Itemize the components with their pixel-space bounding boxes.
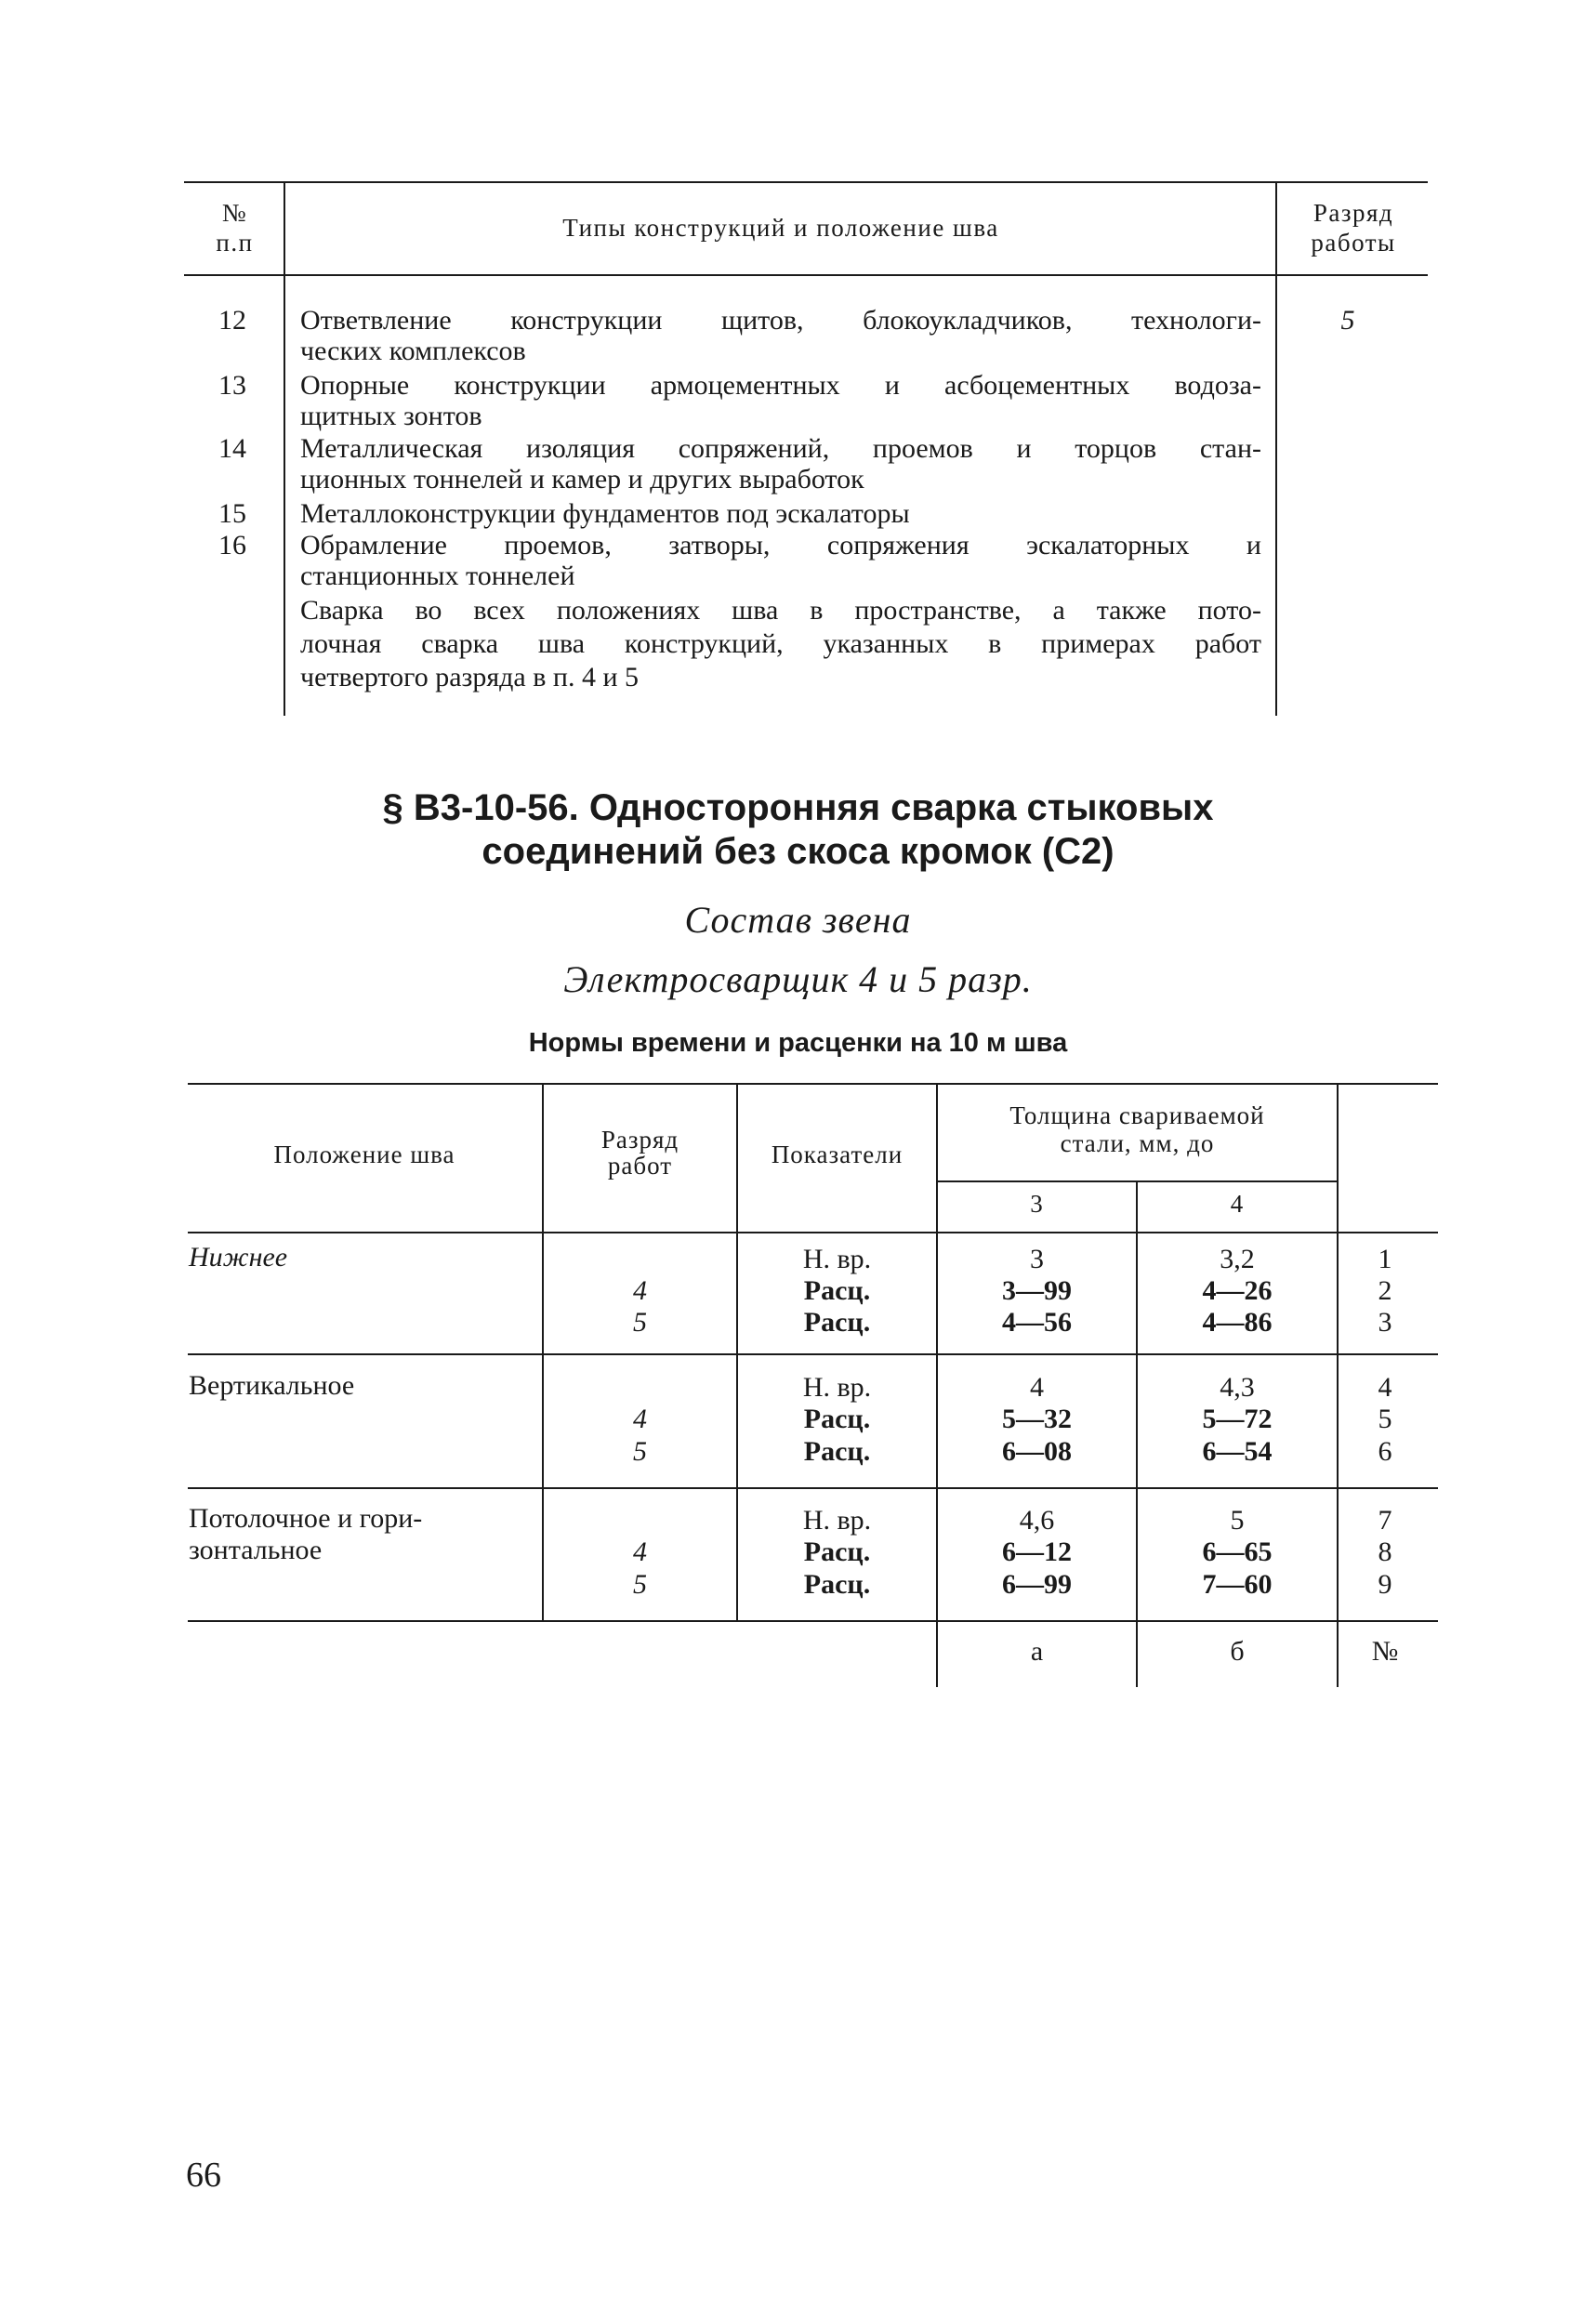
row-number: 14 [218,433,246,464]
row-index: 8 [1378,1536,1392,1567]
footer-col-a: а [1030,1636,1044,1667]
value-col4: 5 [1230,1505,1245,1536]
rule [1275,181,1277,716]
text-line: Металлоконструкции фундаментов под эскалаторы [300,498,910,529]
text-line: ционных тоннелей и камер и других выработок [300,464,864,495]
rank: 4 [633,1275,647,1306]
rule [188,1487,1438,1489]
rule [188,1620,1438,1622]
position-label: Вертикальное [189,1370,355,1401]
value-col3: 4—56 [1002,1307,1072,1338]
value-col3: 6—99 [1002,1569,1072,1600]
indicator: Н. вр. [802,1372,872,1403]
rule [284,181,285,716]
rank: 4 [633,1404,647,1434]
value-col3: 3—99 [1002,1275,1072,1306]
text-line: Ответвление конструкции щитов, блокоукладчиков, технологи- [300,305,1261,336]
text-line: Обрамление проемов, затворы, сопряжения эскалаторных и [300,530,1261,561]
rule [184,181,1428,183]
rank: 4 [633,1536,647,1567]
footer-num: № [1371,1636,1399,1667]
row-number: 16 [218,530,246,561]
row-index: 1 [1378,1244,1392,1274]
norms-title: Нормы времени и расценки на 10 м шва [528,1028,1068,1058]
value-col4: 7—60 [1202,1569,1273,1600]
text-line: ческих комплексов [300,336,526,366]
value-col3: 5—32 [1002,1404,1072,1434]
header-col3: 3 [1030,1190,1044,1218]
row-number: 12 [218,305,246,336]
value-col3: 6—08 [1002,1436,1072,1467]
value-col4: 6—54 [1202,1436,1273,1467]
value-col3: 4,6 [1019,1505,1055,1536]
rank: 5 [633,1436,647,1467]
header-indicators: Показатели [771,1141,904,1168]
indicator: Н. вр. [802,1244,872,1274]
text-line: щитных зонтов [300,401,482,431]
header-col4: 4 [1230,1190,1245,1218]
value-col3: 4 [1030,1372,1044,1403]
crew-title: Состав звена [684,899,912,941]
rule [188,1083,1438,1085]
position-label: Нижнее [189,1242,288,1273]
row-index: 3 [1378,1307,1392,1338]
indicator: Н. вр. [802,1505,872,1536]
value-col3: 6—12 [1002,1536,1072,1567]
page-number: 66 [186,2156,221,2195]
text-line: Опорные конструкции армоцементных и асбоцементных водоза- [300,370,1261,401]
text-line: Металлическая изоляция сопряжений, проемов и торцов стан- [300,433,1261,464]
indicator: Расц. [803,1275,871,1306]
rule [188,1232,1438,1233]
header-rank: Разряд работ [600,1126,679,1180]
text-line: станционных тоннелей [300,561,575,591]
text-line: лочная сварка шва конструкций, указанных в примерах работ [300,628,1261,659]
position-label: Потолочное и гори- зонтальное [189,1503,423,1565]
row-number: 15 [218,498,246,529]
section-title-line2: соединений без скоса кромок (С2) [481,831,1115,872]
rule [184,274,1428,276]
value-col4: 4,3 [1220,1372,1255,1403]
rank-value: 5 [1340,305,1355,336]
row-index: 7 [1378,1505,1392,1536]
rank: 5 [633,1569,647,1600]
value-col4: 4—26 [1202,1275,1273,1306]
row-index: 5 [1378,1404,1392,1434]
value-col4: 4—86 [1202,1307,1273,1338]
value-col4: 5—72 [1202,1404,1273,1434]
value-col4: 6—65 [1202,1536,1273,1567]
text-line: Сварка во всех положениях шва в пространстве, а также пото- [300,595,1261,626]
indicator: Расц. [803,1536,871,1567]
crew-composition: Электросварщик 4 и 5 разр. [563,958,1033,1000]
rank: 5 [633,1307,647,1338]
header-rank: Разряд работы [1311,199,1396,257]
header-num: № п.п [216,199,254,257]
indicator: Расц. [803,1307,871,1338]
header-thickness: Толщина свариваемой стали, мм, до [1009,1101,1265,1157]
value-col4: 3,2 [1220,1244,1255,1274]
text-line: четвертого разряда в п. 4 и 5 [300,662,640,692]
indicator: Расц. [803,1404,871,1434]
footer-col-b: б [1230,1636,1245,1667]
row-number: 13 [218,370,246,401]
section-title-line1: § В3-10-56. Односторонняя сварка стыковых [382,787,1214,828]
row-index: 9 [1378,1569,1392,1600]
header-types: Типы конструкций и положение шва [562,214,999,242]
indicator: Расц. [803,1569,871,1600]
indicator: Расц. [803,1436,871,1467]
row-index: 6 [1378,1436,1392,1467]
row-index: 4 [1378,1372,1392,1403]
rule [188,1353,1438,1355]
header-position: Положение шва [273,1141,455,1168]
value-col3: 3 [1030,1244,1044,1274]
row-index: 2 [1378,1275,1392,1306]
